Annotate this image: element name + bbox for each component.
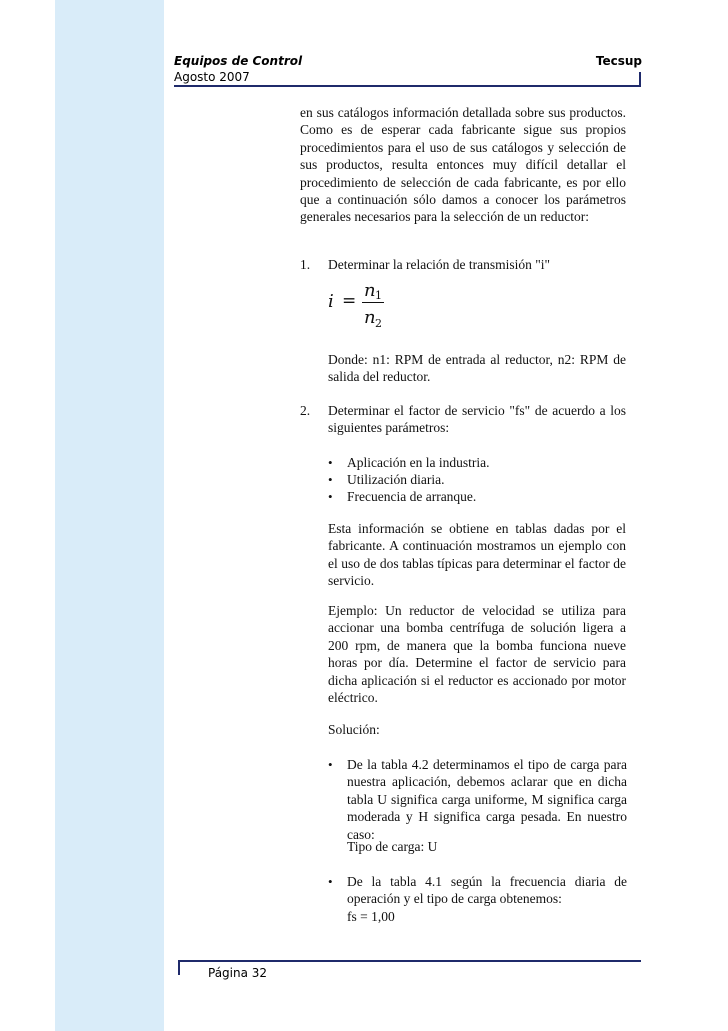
bullet-icon: • bbox=[328, 757, 333, 772]
footer-rule-tick bbox=[178, 960, 180, 975]
bullet-icon: • bbox=[328, 489, 333, 504]
solution-item-result: Tipo de carga: U bbox=[347, 839, 438, 854]
bullet-icon: • bbox=[328, 472, 333, 487]
formula-denominator-sub: 2 bbox=[375, 317, 382, 330]
formula-fraction-bar bbox=[362, 302, 384, 303]
intro-paragraph: en sus catálogos información detallada sobre sus productos. Como es de esperar cada fabricante sigue sus propios procedimientos para el uso de sus catálogos y selección de sus productos, resulta entonces muy difícil detallar el procedimiento de selección de cada fabricante, es por ello que a continuación sólo damos a conocer los parámetros generales necesarios para la selección de un reductor: bbox=[300, 105, 626, 225]
solution-item-text: De la tabla 4.1 según la frecuencia diaria de operación y el tipo de carga obtenemos: bbox=[347, 874, 627, 907]
bullet-icon: • bbox=[328, 455, 333, 470]
page-number: Página 32 bbox=[208, 966, 268, 980]
ratio-formula bbox=[328, 282, 398, 332]
header-date: Agosto 2007 bbox=[174, 70, 250, 84]
header-rule bbox=[174, 85, 641, 87]
param-item: Aplicación en la industria. bbox=[347, 455, 490, 470]
param-item: Frecuencia de arranque. bbox=[347, 489, 477, 504]
step1-text: Determinar la relación de transmisión "i" bbox=[328, 257, 551, 272]
step1-number: 1. bbox=[300, 257, 311, 272]
info-paragraph: Esta información se obtiene en tablas dadas por el fabricante. A continuación mostramos un ejemplo con el uso de dos tablas típicas para determinar el factor de servicio. bbox=[328, 521, 626, 589]
formula-equals: = bbox=[342, 291, 357, 311]
header-title: Equipos de Control bbox=[174, 54, 303, 68]
solution-item-text: De la tabla 4.2 determinamos el tipo de carga para nuestra aplicación, debemos aclarar que en dicha tabla U significa carga uniforme, M significa carga moderada y H significa carga pesada. En nuestro caso: bbox=[347, 757, 627, 842]
step1-note: Donde: n1: RPM de entrada al reductor, n2: RPM de salida del reductor. bbox=[328, 352, 626, 385]
header-rule-tick bbox=[639, 72, 641, 87]
step2-number: 2. bbox=[300, 403, 311, 418]
formula-numerator-sub: 1 bbox=[375, 289, 382, 302]
param-item: Utilización diaria. bbox=[347, 472, 445, 487]
step2-text: Determinar el factor de servicio "fs" de acuerdo a los siguientes parámetros: bbox=[328, 403, 626, 436]
formula-lhs: i bbox=[328, 291, 334, 312]
footer-rule bbox=[178, 960, 641, 962]
example-paragraph: Ejemplo: Un reductor de velocidad se utiliza para accionar una bomba centrífuga de solución ligera a 200 rpm, de manera que la bomba funciona nueve horas por día. Determine el factor de servicio para dicha aplicación si el reductor es accionado por motor eléctrico. bbox=[328, 603, 626, 706]
bullet-icon: • bbox=[328, 874, 333, 889]
formula-numerator: n bbox=[364, 280, 376, 301]
solution-item-result: fs = 1,00 bbox=[347, 909, 395, 924]
formula-denominator: n bbox=[364, 307, 376, 328]
header-company: Tecsup bbox=[595, 54, 642, 68]
left-margin-band bbox=[55, 0, 164, 1031]
solution-label: Solución: bbox=[328, 722, 380, 737]
